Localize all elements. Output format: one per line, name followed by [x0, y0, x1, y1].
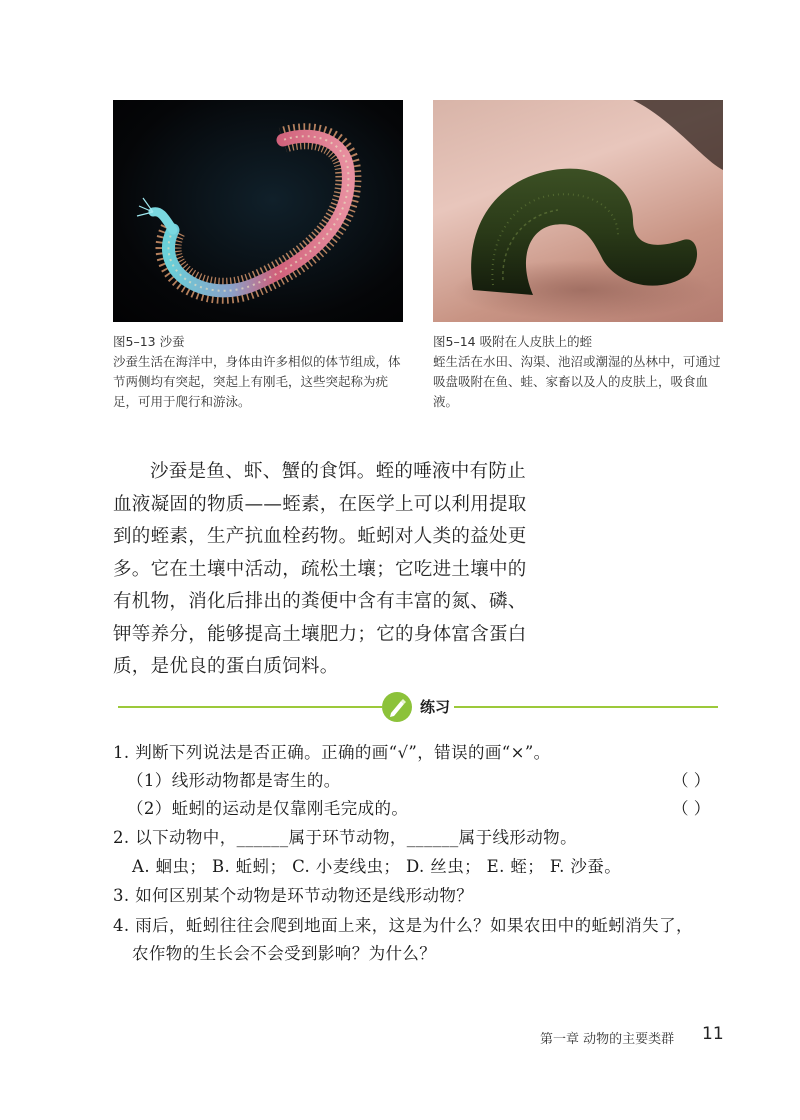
question-1-2: （2）蚯蚓的运动是仅靠刚毛完成的。: [127, 799, 409, 818]
figure-caption-sandworm: [113, 332, 405, 412]
figure-caption-leech: [433, 332, 725, 412]
footer-chapter-title: 第一章 动物的主要类群: [540, 1032, 675, 1047]
question-3: 3. 如何区别某个动物是环节动物还是线形动物？: [113, 886, 474, 905]
figure-description: 蛭生活在水田、沟渠、池沼或潮湿的丛林中，可通过吸盘吸附在鱼、蛙、家畜以及人的皮肤上，吸食血液。: [433, 354, 721, 409]
question-2-options: A. 蛔虫； B. 蚯蚓； C. 小麦线虫； D. 丝虫； E. 蛭； F. 沙蚕。: [132, 857, 622, 876]
exercise-title: 练习: [420, 698, 451, 716]
question-4: 4. 雨后，蚯蚓往往会爬到地面上来，这是为什么？如果农田中的蚯蚓消失了，: [113, 916, 693, 935]
figure-description: 沙蚕生活在海洋中，身体由许多相似的体节组成，体节两侧均有突起，突起上有刚毛，这些突起称为疣足，可用于爬行和游泳。: [113, 354, 401, 409]
figure-sandworm: [113, 100, 403, 322]
question-1: 1. 判断下列说法是否正确。正确的画“√”，错误的画“×”。: [113, 743, 551, 762]
answer-blank[interactable]: （ ）: [672, 771, 711, 790]
page-number: 11: [702, 1024, 724, 1044]
divider-line: [118, 706, 382, 708]
leech-illustration: [433, 100, 723, 322]
answer-blank[interactable]: （ ）: [672, 799, 711, 818]
figure-label: 图5–14 吸附在人皮肤上的蛭: [433, 334, 593, 349]
question-2: 2. 以下动物中，______属于环节动物，______属于线形动物。: [113, 828, 577, 847]
leech-photo: [433, 100, 723, 322]
sandworm-illustration: [113, 100, 403, 322]
divider-line: [454, 706, 718, 708]
question-4-continued: 农作物的生长会不会受到影响？为什么？: [132, 944, 437, 963]
pencil-icon: [382, 692, 412, 722]
figure-label: 图5–13 沙蚕: [113, 334, 185, 349]
question-1-1: （1）线形动物都是寄生的。: [127, 771, 341, 790]
figure-leech: [433, 100, 723, 322]
sandworm-photo: [113, 100, 403, 322]
exercise-header: [118, 692, 718, 722]
body-paragraph: 沙蚕是鱼、虾、蟹的食饵。蛭的唾液中有防止血液凝固的物质——蛭素，在医学上可以利用提取到的蛭素，生产抗血栓药物。蚯蚓对人类的益处更多。它在土壤中活动，疏松土壤；它吃进土壤中的有机物，消化后排出的粪便中含有丰富的氮、磷、钾等养分，能够提高土壤肥力；它的身体富含蛋白质，是优良的蛋白质饲料。: [113, 461, 527, 677]
